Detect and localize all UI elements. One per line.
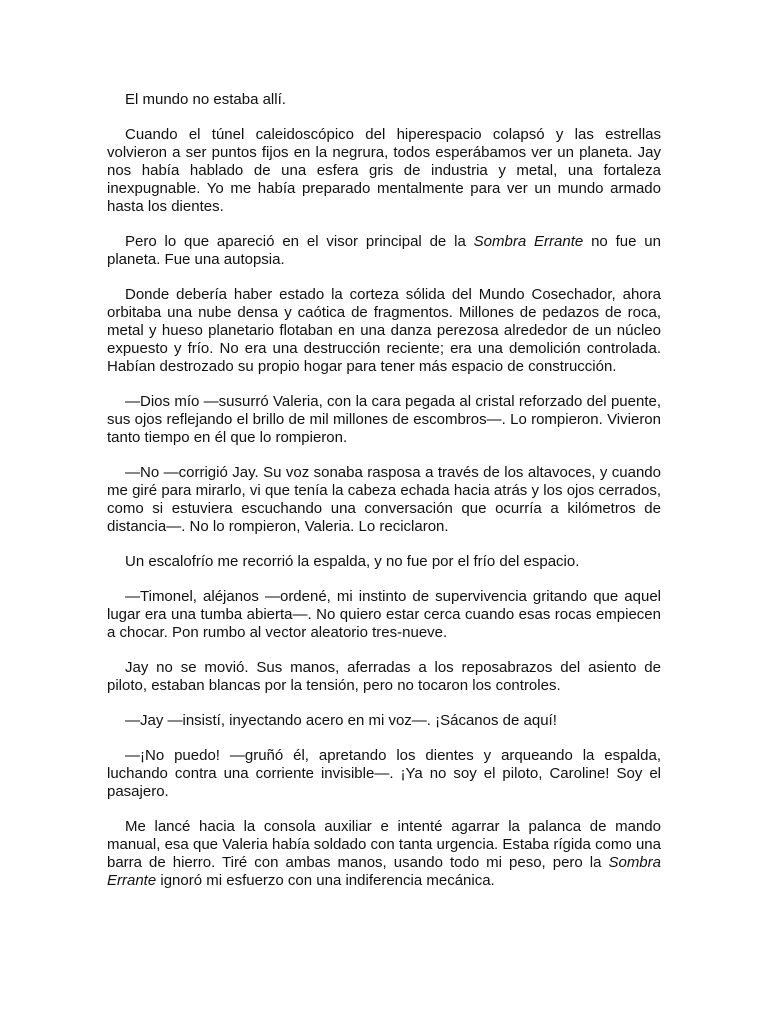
ship-name-italic: Sombra Errante <box>107 854 661 889</box>
paragraph-7-text: Un escalofrío me recorrió la espalda, y no fue por el frío del espacio. <box>125 553 580 570</box>
ship-name-italic: Sombra Errante <box>473 233 584 250</box>
paragraph-2 <box>107 126 661 216</box>
paragraph-12-text-a: Me lancé hacia la consola auxiliar e intenté agarrar la palanca de mando manual, esa que Valeria había soldado con tanta urgencia. Estaba rígida como una barra de hierro. Tiré con ambas manos, usando todo mi peso, pero la <box>107 818 661 871</box>
paragraph-5 <box>107 393 661 447</box>
paragraph-6 <box>107 464 661 536</box>
paragraph-10 <box>107 712 661 730</box>
paragraph-1 <box>107 91 661 109</box>
paragraph-7 <box>107 553 661 571</box>
paragraph-3-text-b: no fue un planeta. Fue una autopsia. <box>107 233 661 268</box>
paragraph-12 <box>107 818 661 890</box>
paragraph-3-text-a: Pero lo que apareció en el visor principal de la <box>125 233 474 250</box>
document-page <box>107 91 661 907</box>
paragraph-5-text: —Dios mío —susurró Valeria, con la cara pegada al cristal reforzado del puente, sus ojos reflejando el brillo de mil millones de escombros—. Lo rompieron. Vivieron tanto tiempo en él que lo rompieron. <box>107 393 661 446</box>
paragraph-4-text: Donde debería haber estado la corteza sólida del Mundo Cosechador, ahora orbitaba una nube densa y caótica de fragmentos. Millones de pedazos de roca, metal y hueso planetario flotaban en una danza perezosa alrededor de un núcleo expuesto y frío. No era una destrucción reciente; era una demolición controlada. Habían destrozado su propio hogar para tener más espacio de construcción. <box>107 286 661 375</box>
paragraph-11 <box>107 747 661 801</box>
paragraph-2-text: Cuando el túnel caleidoscópico del hiperespacio colapsó y las estrellas volvieron a ser puntos fijos en la negrura, todos esperábamos ver un planeta. Jay nos había hablado de una esfera gris de industria y metal, una fortaleza inexpugnable. Yo me había preparado mentalmente para ver un mundo armado hasta los dientes. <box>107 126 661 215</box>
paragraph-4 <box>107 286 661 376</box>
paragraph-1-text: El mundo no estaba allí. <box>125 91 286 108</box>
paragraph-10-text: —Jay —insistí, inyectando acero en mi voz—. ¡Sácanos de aquí! <box>125 712 557 729</box>
paragraph-12-text-b: ignoró mi esfuerzo con una indiferencia mecánica. <box>156 872 495 889</box>
paragraph-3 <box>107 233 661 269</box>
paragraph-9-text: Jay no se movió. Sus manos, aferradas a los reposabrazos del asiento de piloto, estaban blancas por la tensión, pero no tocaron los controles. <box>107 659 661 694</box>
paragraph-11-text: —¡No puedo! —gruñó él, apretando los dientes y arqueando la espalda, luchando contra una corriente invisible—. ¡Ya no soy el piloto, Caroline! Soy el pasajero. <box>107 747 661 800</box>
paragraph-8-text: —Timonel, aléjanos —ordené, mi instinto de supervivencia gritando que aquel lugar era una tumba abierta—. No quiero estar cerca cuando esas rocas empiecen a chocar. Pon rumbo al vector aleatorio tres-nueve. <box>107 588 661 641</box>
paragraph-6-text: —No —corrigió Jay. Su voz sonaba rasposa a través de los altavoces, y cuando me giré para mirarlo, vi que tenía la cabeza echada hacia atrás y los ojos cerrados, como si estuviera escuchando una conversación que ocurría a kilómetros de distancia—. No lo rompieron, Valeria. Lo reciclaron. <box>107 464 661 535</box>
paragraph-9 <box>107 659 661 695</box>
paragraph-8 <box>107 588 661 642</box>
